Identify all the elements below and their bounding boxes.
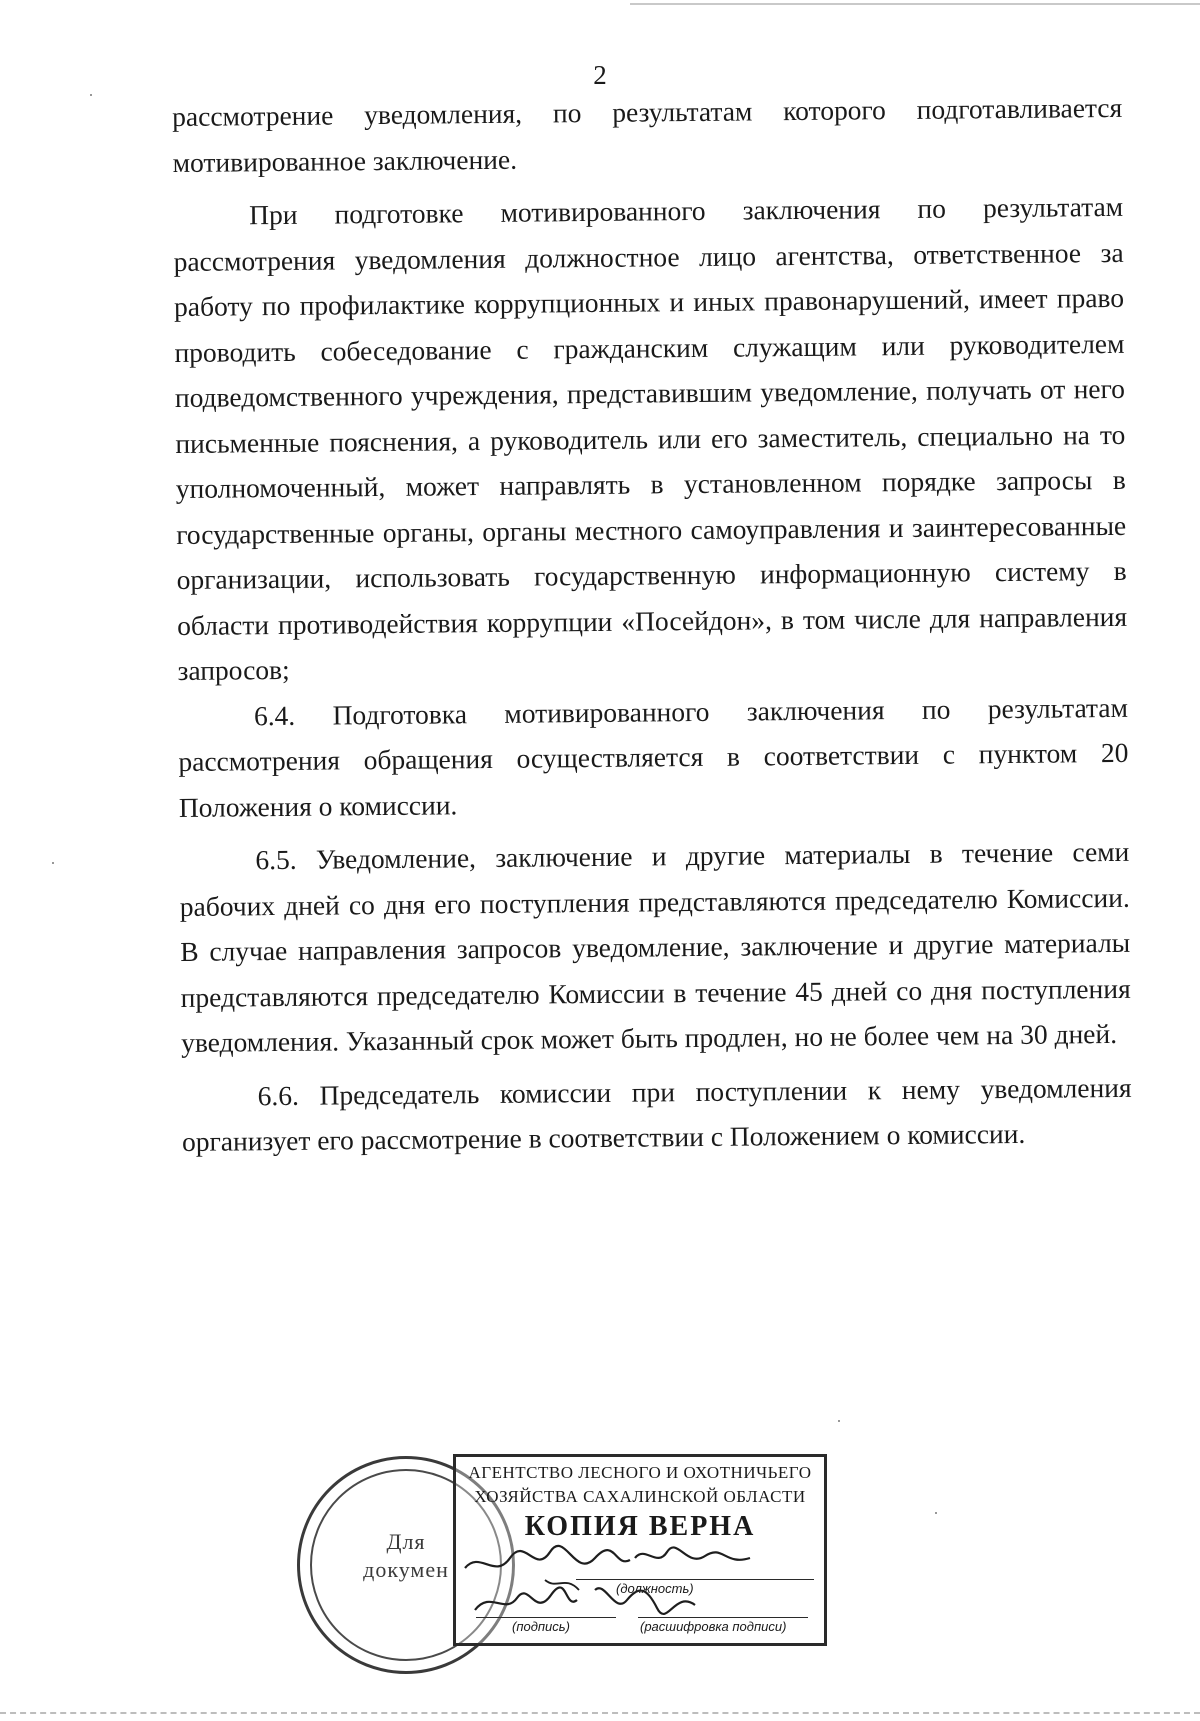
certification-stamp bbox=[295, 1440, 855, 1720]
scan-speck bbox=[935, 1512, 937, 1514]
paragraph-6-4: 6.4. Подготовка мотивированного заключения по результатам рассмотрения обращения осуществляется в соответствии с пунктом 20 Положения о комиссии. bbox=[178, 691, 1129, 823]
handwritten-signatures bbox=[295, 1440, 855, 1720]
document-body bbox=[172, 85, 1132, 1165]
scan-speck bbox=[838, 1420, 840, 1422]
paragraph-continuation: рассмотрение уведомления, по результатам которого подготавливается мотивированное заключение. bbox=[172, 91, 1123, 178]
caption-signature: (подпись) bbox=[512, 1619, 570, 1634]
caption-position: (должность) bbox=[616, 1581, 694, 1596]
stamp-title: КОПИЯ ВЕРНА bbox=[524, 1511, 756, 1542]
page-number: 2 bbox=[593, 60, 607, 90]
stamp-org-line1: АГЕНТСТВО ЛЕСНОГО И ОХОТНИЧЬЕГО bbox=[468, 1463, 812, 1482]
paragraph-6-5: 6.5. Уведомление, заключение и другие материалы в течение семи рабочих дней со дня его поступления представляются председателю Комиссии. В случае направления запросов уведомление, заключение и другие материалы представляются председателю Комиссии в течение 45 дней со дня поступления уведомления. Указанный срок может быть продлен, но не более чем на 30 дней. bbox=[179, 835, 1131, 1058]
seal-text-line2: докумен bbox=[363, 1557, 449, 1582]
caption-decoding: (расшифровка подписи) bbox=[640, 1619, 787, 1634]
paragraph-interview-rights: При подготовке мотивированного заключения по результатам рассмотрения уведомления должностное лицо агентства, ответственное за работу по профилактике коррупционных и иных правонарушений, имеет право проводить собеседование с гражданским служащим или руководителем подведомственного учреждения, представившим уведомление, получать от него письменные пояснения, а руководитель или его заместитель, специально на то уполномоченный, может направлять в установленном порядке запросы в государственные органы, органы местного самоуправления и заинтересованные организации, использовать государственную информационную систему в области противодействия коррупции «Посейдон», в том числе для направления запросов; bbox=[173, 190, 1128, 686]
scan-edge-top bbox=[630, 3, 1200, 5]
stamp-org-line2: ХОЗЯЙСТВА САХАЛИНСКОЙ ОБЛАСТИ bbox=[474, 1487, 806, 1506]
seal-text-line1: Для bbox=[386, 1529, 426, 1554]
scan-edge-bottom bbox=[0, 1712, 1200, 1715]
scan-speck bbox=[52, 862, 54, 864]
paragraph-6-6: 6.6. Председатель комиссии при поступлении к нему уведомления организует его рассмотрение в соответствии с Положением о комиссии. bbox=[181, 1071, 1132, 1157]
scan-speck bbox=[90, 94, 92, 96]
